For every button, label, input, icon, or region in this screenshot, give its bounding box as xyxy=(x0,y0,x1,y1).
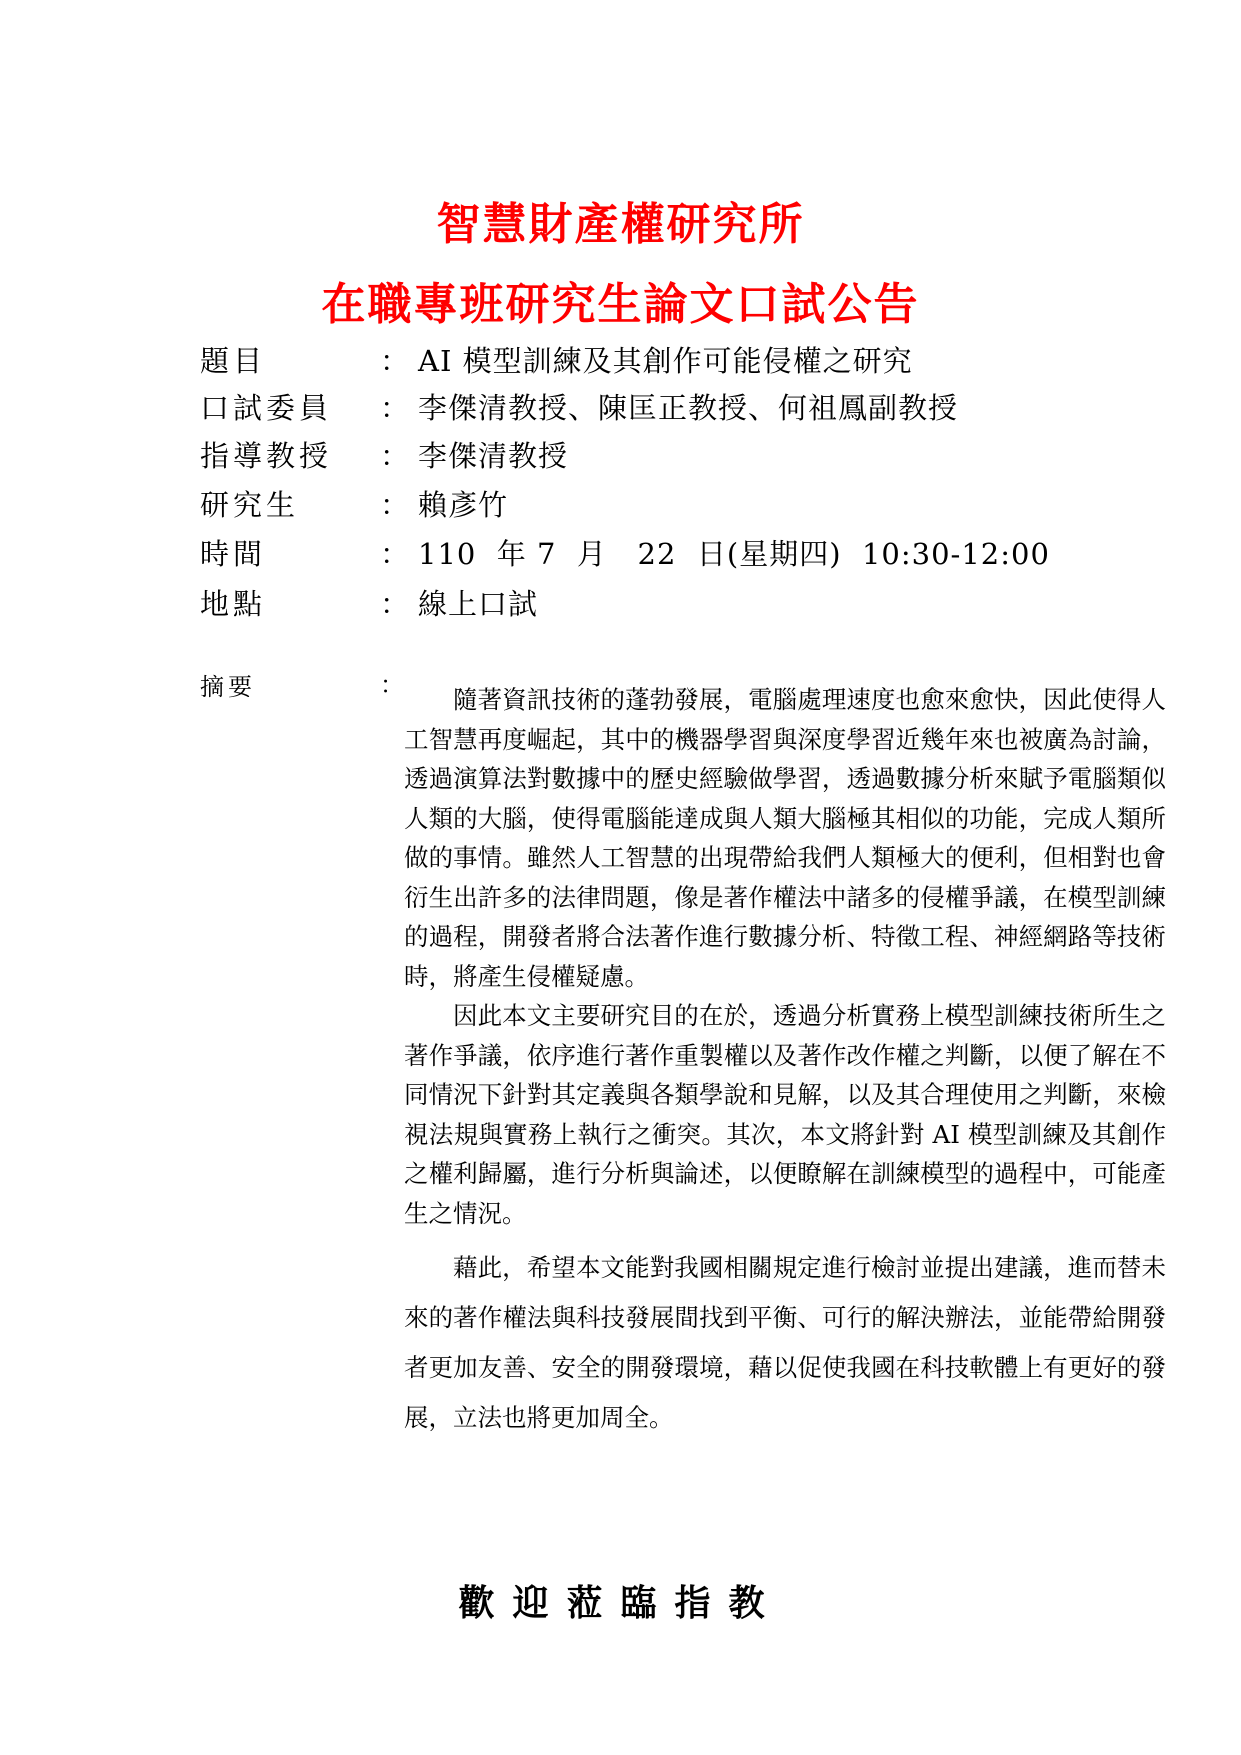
separator: ： xyxy=(380,537,410,571)
topic-value: AI 模型訓練及其創作可能侵權之研究 xyxy=(418,344,913,378)
advisor-label: 指導教授 xyxy=(200,439,333,473)
committee-value: 李傑清教授、陳匡正教授、何祖鳳副教授 xyxy=(418,391,959,425)
separator: ： xyxy=(380,671,404,699)
committee-label: 口試委員 xyxy=(200,391,333,425)
time-value: 110 年 7 月 22 日(星期四) 10:30-12:00 xyxy=(418,537,1050,571)
abstract-label: 摘要 xyxy=(200,673,256,701)
time-label: 時間 xyxy=(200,537,267,571)
abstract-paragraph: 藉此，希望本文能對我國相關規定進行檢討並提出建議，進而替未來的著作權法與科技發展間找到平衡、可行的解決辦法，並能帶給開發者更加友善、安全的開發環境，藉以促使我國在科技軟體上有更好的發展，立法也將更加周全。 xyxy=(404,1253,1166,1432)
topic-label: 題目 xyxy=(200,344,267,378)
institute-title: 智慧財產權研究所 xyxy=(436,199,805,250)
abstract-paragraph: 因此本文主要研究目的在於，透過分析實務上模型訓練技術所生之著作爭議，依序進行著作重製權以及著作改作權之判斷，以便了解在不同情況下針對其定義與各類學說和見解，以及其合理使用之判斷，來檢視法規與實務上執行之衝突。其次，本文將針對 AI 模型訓練及其創作之權利歸屬，進行分析與論述，以便瞭解在訓練模型的過程中，可能產生之情況。 xyxy=(404,1001,1166,1228)
separator: ： xyxy=(380,439,410,473)
location-value: 線上口試 xyxy=(418,587,539,621)
student-label: 研究生 xyxy=(200,488,300,522)
separator: ： xyxy=(380,391,410,425)
abstract-paragraph: 隨著資訊技術的蓬勃發展，電腦處理速度也愈來愈快，因此使得人工智慧再度崛起，其中的機器學習與深度學習近幾年來也被廣為討論，透過演算法對數據中的歷史經驗做學習，透過數據分析來賦予電腦類似人類的大腦，使得電腦能達成與人類大腦極其相似的功能，完成人類所做的事情。雖然人工智慧的出現帶給我們人類極大的便利，但相對也會衍生出許多的法律問題，像是著作權法中諸多的侵權爭議，在模型訓練的過程，開發者將合法著作進行數據分析、特徵工程、神經網路等技術時，將產生侵權疑慮。 xyxy=(404,685,1166,991)
advisor-value: 李傑清教授 xyxy=(418,439,569,473)
announcement-title: 在職專班研究生論文口試公告 xyxy=(321,279,920,330)
separator: ： xyxy=(380,587,410,621)
separator: ： xyxy=(380,488,410,522)
separator: ： xyxy=(380,344,410,378)
abstract-body xyxy=(404,680,1166,1443)
welcome-footer: 歡迎蒞臨指教 xyxy=(458,1582,783,1624)
student-value: 賴彥竹 xyxy=(418,488,509,522)
location-label: 地點 xyxy=(200,587,267,621)
